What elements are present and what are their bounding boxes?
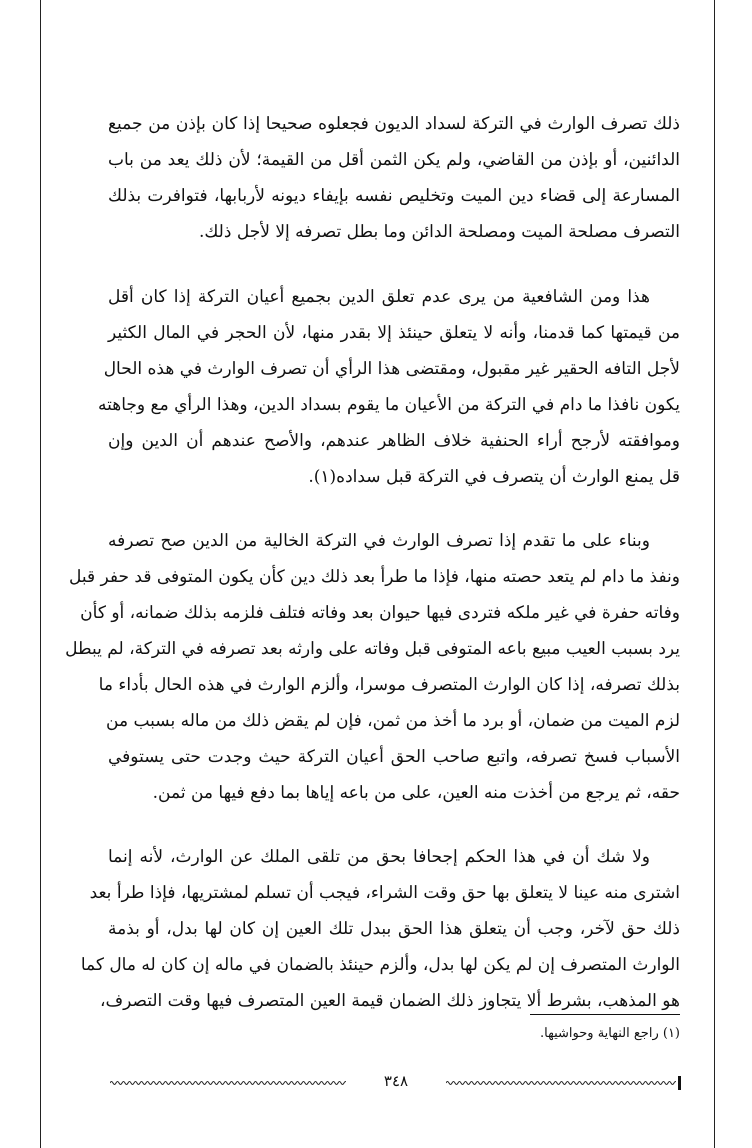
paragraph-3-line: يرد بسبب العيب مبيع باعه المتوفى قبل وفاته على وارثه بعد تصرفه في التركة، لم يبطل: [65, 639, 680, 659]
paragraph-3-line: وفاته حفرة في غير ملكه فتردى فيها حيوان بعد وفاته فتلف فلزمه بذلك ضمانه، أو كأن: [80, 603, 680, 623]
paragraph-2-line: قل يمنع الوارث أن يتصرف في التركة قبل سداده(١).: [308, 467, 680, 487]
paragraph-1-line: ذلك تصرف الوارث في التركة لسداد الديون فجعلوه صحيحا إذا كان بإذن من جميع: [108, 114, 680, 134]
page-edge-left: [40, 0, 41, 1148]
paragraph-2-line: يكون نافذا ما دام في التركة من الأعيان ما يقوم بسداد الدين، وهذا الرأي مع وجاهته: [98, 395, 680, 415]
paragraph-2-line: لأجل التافه الحقير غير مقبول، ومقتضى هذا الرأي أن تصرف الوارث في هذه الحال: [103, 359, 680, 379]
ornament-bar: [678, 1076, 681, 1090]
paragraph-3-line: بذلك تصرفه، إذا كان الوارث المتصرف موسرا، وألزم الوارث في هذه الحال بأداء ما: [98, 675, 680, 695]
paragraph-2-line: من قيمتها كما قدمنا، وأنه لا يتعلق حينئذ إلا بقدر منها، لأن الحجر في المال الكثير: [108, 323, 680, 343]
paragraph-3-line: حقه، ثم يرجع من أخذت منه العين، على من باعه إياها بما دفع فيها من ثمن.: [152, 783, 680, 803]
paragraph-1-line: المسارعة إلى قضاء دين الميت وتخليص نفسه بإيفاء ديونه لأربابها، فتوافرت بذلك: [108, 186, 680, 206]
footnote: (١) راجع النهاية وحواشيها.: [540, 1026, 680, 1041]
paragraph-1-line: الدائنين، أو بإذن من القاضي، ولم يكن الثمن أقل من القيمة؛ لأن ذلك يعد من باب: [108, 150, 680, 170]
paragraph-4-line: هو المذهب، بشرط ألا يتجاوز ذلك الضمان قيمة العين المتصرف فيها وقت التصرف،: [99, 991, 680, 1011]
paragraph-3-line: وبناء على ما تقدم إذا تصرف الوارث في التركة الخالية من الدين صح تصرفه: [108, 531, 650, 551]
paragraph-4-line: ولا شك أن في هذا الحكم إجحافا بحق من تلقى الملك عن الوارث، لأنه إنما: [108, 847, 650, 867]
paragraph-3-line: الأسباب فسخ تصرفه، واتبع صاحب الحق أعيان التركة حيث وجدت حتى يستوفي: [108, 747, 680, 767]
page-number: ٣٤٨: [383, 1072, 409, 1090]
page-footer: [110, 1072, 682, 1094]
paragraph-2-line: وموافقته لأرجح أراء الحنفية خلاف الظاهر عندهم، والأصح عندهم أن الدين وإن: [108, 431, 680, 451]
ornament-wave-left: [110, 1080, 346, 1086]
page-edge-right: [714, 0, 715, 1148]
paragraph-4-line: اشترى منه عينا لا يتعلق بها حق وقت الشراء، فيجب أن تسلم لمشتريها، فإذا طرأ بعد: [89, 883, 680, 903]
footnote-separator: [530, 1014, 680, 1015]
paragraph-4-line: ذلك حق لآخر، وجب أن يتعلق هذا الحق ببدل تلك العين إن كان لها بدل، أو بذمة: [108, 919, 680, 939]
paragraph-4-line: الوارث المتصرف إن لم يكن لها بدل، وألزم حينئذ بالضمان في ماله إن كان له مال كما: [80, 955, 680, 975]
ornament-wave-right: [446, 1080, 676, 1086]
paragraph-3-line: لزم الميت من ضمان، أو برد ما أخذ من ثمن، فإن لم يقض ذلك من ماله بسبب من: [106, 711, 680, 731]
paragraph-3-line: ونفذ ما دام لم يتعد حصته منها، فإذا ما طرأ بعد ذلك دين كأن يكون المتوفى قد حفر قبل: [69, 567, 680, 587]
paragraph-1-line: التصرف مصلحة الميت ومصلحة الدائن وما بطل تصرفه إلا لأجل ذلك.: [198, 222, 680, 242]
paragraph-2-line: هذا ومن الشافعية من يرى عدم تعلق الدين بجميع أعيان التركة إذا كان أقل: [108, 287, 650, 307]
